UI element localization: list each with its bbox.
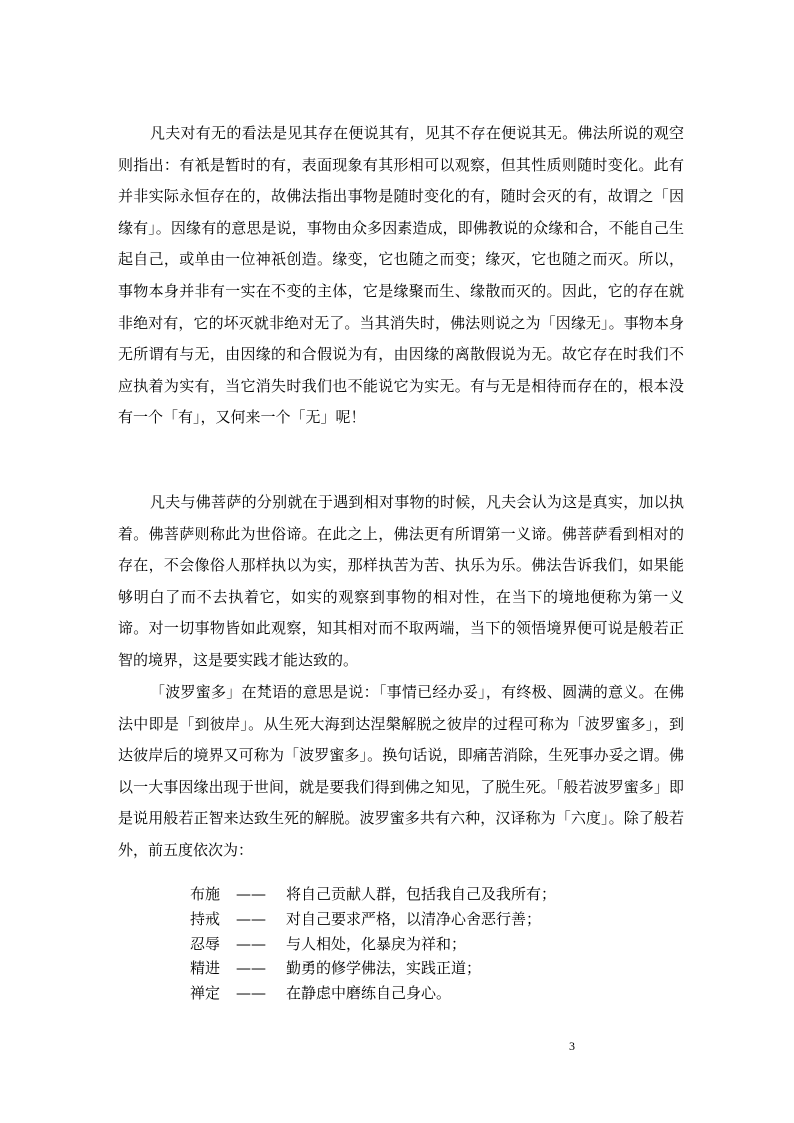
paragraph-2: 凡夫与佛菩萨的分别就在于遇到相对事物的时候，凡夫会认为这是真实，加以执着。佛菩萨则称此为世俗谛。在此之上，佛法更有所谓第一义谛。佛菩萨看到相对的存在，不会像俗人那样执以为实，那样执苦为苦、执乐为乐。佛法告诉我们，如果能够明白了而不去执着它，如实的观察到事物的相对性，在当下的境地便称为第一义谛。对一切事物皆如此观察，知其相对而不取两端，当下的领悟境界便可说是般若正智的境界，这是要实践才能达致的。 <box>118 493 684 669</box>
list-item-term: 布施 <box>190 885 221 903</box>
list-item-term: 禅定 <box>190 984 221 1003</box>
page-number: 3 <box>569 1039 575 1053</box>
list-item <box>190 981 556 1006</box>
list-item-description: 勤勇的修学佛法，实践正道； <box>286 959 482 978</box>
list-item <box>190 882 556 907</box>
list-item-description: 对自己要求严格，以清净心舍恶行善； <box>286 909 542 928</box>
six-perfections-list <box>190 882 556 1006</box>
list-item-dash: —— <box>236 984 266 1003</box>
list-item-term: 精进 <box>190 959 221 978</box>
list-item-term: 持戒 <box>190 909 221 928</box>
list-item-dash: —— <box>236 934 266 953</box>
list-item-description: 在静虑中磨练自己身心。 <box>286 984 452 1003</box>
list-item-dash: —— <box>236 909 266 928</box>
list-item <box>190 932 556 957</box>
list-item <box>190 907 556 932</box>
list-item-term: 忍辱 <box>190 934 221 953</box>
list-item-description: 与人相处，化暴戾为祥和； <box>286 934 467 953</box>
paragraph-3: 「波罗蜜多」在梵语的意思是说：「事情已经办妥」，有终极、圆满的意义。在佛法中即是「到彼岸」。从生死大海到达涅槃解脱之彼岸的过程可称为「波罗蜜多」，到达彼岸后的境界又可称为「波罗蜜多」。换句话说，即痛苦消除，生死事办妥之谓。佛以一大事因缘出现于世间，就是要我们得到佛之知见，了脱生死。「般若波罗蜜多」即是说用般若正智来达致生死的解脱。波罗蜜多共有六种，汉译称为「六度」。除了般若外，前五度依次为： <box>118 683 684 859</box>
list-item-dash: —— <box>236 885 266 903</box>
list-item <box>190 956 556 981</box>
list-item-description: 将自己贡献人群，包括我自己及我所有； <box>286 885 557 903</box>
list-item-dash: —— <box>236 959 266 978</box>
paragraph-1: 凡夫对有无的看法是见其存在便说其有，见其不存在便说其无。佛法所说的观空则指出：有衹是暂时的有，表面现象有其形相可以观察，但其性质则随时变化。此有并非实际永恒存在的，故佛法指出事物是随时变化的有，随时会灭的有，故谓之「因缘有」。因缘有的意思是说，事物由众多因素造成，即佛教说的众缘和合，不能自己生起自己，或单由一位神祇创造。缘变，它也随之而变；缘灭，它也随之而灭。所以，事物本身并非有一实在不变的主体，它是缘聚而生、缘散而灭的。因此，它的存在就非绝对有，它的坏灭就非绝对无了。当其消失时，佛法则说之为「因缘无」。事物本身无所谓有与无，由因缘的和合假说为有，由因缘的离散假说为无。故它存在时我们不应执着为实有，当它消失时我们也不能说它为实无。有与无是相待而存在的，根本没有一个「有」，又何来一个「无」呢！ <box>118 124 684 427</box>
